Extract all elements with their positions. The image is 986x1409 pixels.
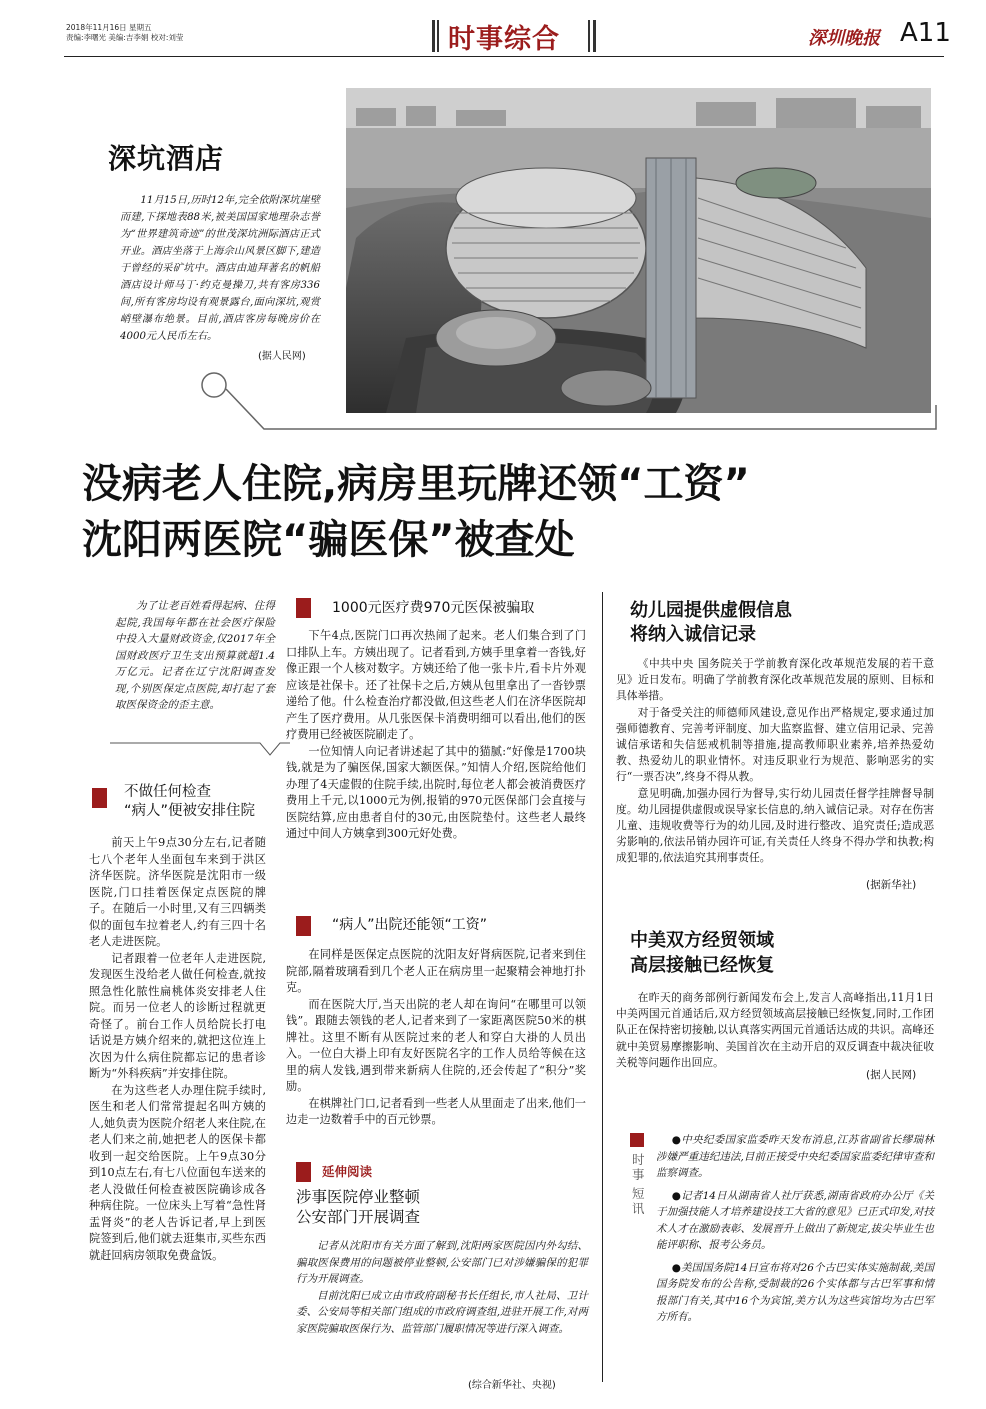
col2-body-a [286, 628, 586, 843]
section-title: 时事综合 [448, 24, 560, 55]
col2-para1: 下午4点,医院门口再次热闹了起来。老人们集合到了门口排队上车。方姨出现了。记者看到,方姨手里拿着一沓钱,好像正跟一个人核对数字。方姨还给了他一张卡片,看卡片外观应该是社保卡。还了社保卡之后,方姨从包里拿出了一沓钞票递给了他。什么检查治疗都没做,但这些老人们在济华医院却产生了医疗费用。从几张医保卡消费明细可以看出,他们的医疗费用已经被医院刷走了。 [286, 629, 586, 741]
col1-para1: 前天上午9点30分左右,记者随七八个老年人坐面包车来到于洪区济华医院。济华医院是沈阳市一级医院,门口挂着医保定点医院的牌子。在随后一小时里,又有三四辆类似的面包车拉着老人,约有三四十名老人走进医院。 [89, 836, 266, 948]
connector-lines [64, 365, 944, 435]
kinder-title-1: 幼儿园提供虚假信息 [630, 600, 792, 621]
hotel-source: (据人民网) [258, 351, 306, 362]
trade-title-1: 中美双方经贸领域 [630, 930, 774, 951]
kinder-source: (据新华社) [866, 879, 917, 891]
header-date: 2018年11月16日 星期五 [66, 23, 152, 32]
col1-para2: 记者跟着一位老年人走进医院,发现医生没给老人做任何检查,就按照急性化脓性扁桃体炎安排老人住院。而另一位老人的诊断过程就更奇怪了。前台工作人员给院长打电话说是方姨介绍来的,就把这位连上次因为什么病住院都忘记的患者诊断为“外科疾病”并安排住院。 [89, 951, 266, 1080]
hotel-body: 11月15日,历时12年,完全依附深坑崖壁而建,下探地表88米,被美国国家地理杂志誉为“世界建筑奇迹”的世茂深坑洲际酒店正式开业。酒店坐落于上海佘山风景区脚下,建造于曾经的采矿坑中。酒店由迪拜著名的帆船酒店设计师马丁·约克曼操刀,共有客房336间,所有客房均设有观景露台,面向深坑,观赏峭壁瀑布绝景。目前,酒店客房每晚房价在4000元人民币左右。 [120, 195, 320, 342]
main-headline-1: 没病老人住院,病房里玩牌还领“工资” [82, 461, 750, 507]
col1-para3: 在为这些老人办理住院手续时,医生和老人们常常提起名叫方姨的人,她负责为医院介绍老人来住院,在老人们来之前,她把老人的医保卡都收到一起交给医院。上午9点30分到10点左右,有七八位面包车送来的老人没做任何检查被医院确诊成各种病住院。一位床头上写着“急性肾盂肾炎”的老人告诉记者,早上到医院签到后,他们就去逛集市,买些东西就赶回病房领取免费盒饭。 [89, 1083, 266, 1262]
lead-pointer [110, 735, 290, 759]
header-rule [64, 56, 944, 57]
sub3-title: “病人”出院还能领“工资” [332, 917, 488, 933]
header-bar-right [588, 20, 590, 52]
sub1-line1: 不做任何检查 [124, 784, 211, 800]
main-lead: 为了让老百姓看得起病、住得起院,我国每年都在社会医疗保险中投入大量财政资金,仅2017年全国财政医疗卫生支出预算就超1.4万亿元。记者在辽宁沈阳调查发现,个别医保定点医院,却打起了套取医保资金的歪主意。 [115, 600, 275, 711]
ext-source: (综合新华社、央视) [468, 1380, 556, 1391]
paper-logo: 深圳晚报 [808, 28, 880, 49]
ext-marker [296, 1162, 311, 1182]
sub1-line2: “病人”便被安排住院 [124, 803, 256, 819]
col2-para5: 在棋牌社门口,记者看到一些老人从里面走了出来,他们一边走一边数着手中的百元钞票。 [286, 1096, 586, 1126]
sub1-marker [92, 788, 107, 808]
sub3-marker [296, 916, 311, 936]
header-bar-left [432, 20, 435, 52]
kinder-para1: 《中共中央 国务院关于学前教育深化改革规范发展的若干意见》近日发布。明确了学前教育深化改革规范发展的原则、目标和具体举措。 [616, 657, 934, 703]
kinder-body [616, 656, 934, 867]
ext-title-1: 涉事医院停业整顿 [296, 1188, 421, 1206]
col2-para3: 在同样是医保定点医院的沈阳友好肾病医院,记者来到住院部,隔着玻璃看到几个老人正在病房里一起聚精会神地打扑克。 [286, 948, 586, 994]
trade-para1: 在昨天的商务部例行新闻发布会上,发言人高峰指出,11月1日中美两国元首通话后,双方经贸领域高层接触已经恢复,同时,工作团队正在保持密切接触,以认真落实两国元首通话达成的共识。高峰还就中美贸易摩擦影响、美国首次在主动开启的双反调查中裁决征收关税等问题作出回应。 [616, 991, 934, 1069]
col1-body [89, 835, 266, 1264]
col2-body-b [286, 947, 586, 1129]
header-bar-right2 [593, 20, 596, 52]
brief-item-2: ●记者14日从湖南省人社厅获悉,湖南省政府办公厅《关于加强技能人才培养建设技工大省的意见》已正式印发,对技术人才在激励表彰、发展晋升上做出了新规定,拔尖毕业生也能评职称、报考公务员。 [656, 1189, 934, 1251]
ext-para1: 记者从沈阳市有关方面了解到,沈阳两家医院因内外勾结、骗取医保费用的问题被停业整顿,公安部门已对涉嫌骗保的犯罪行为开展调查。 [296, 1240, 588, 1285]
header-editors: 责编:李曙光 美编:吉李娟 校对:刘莹 [66, 33, 184, 42]
main-headline-2: 沈阳两医院“骗医保”被查处 [82, 517, 575, 563]
brief-marker [630, 1133, 644, 1147]
brief-list [656, 1132, 934, 1326]
column-divider [602, 592, 603, 1382]
header-bar-left2 [437, 20, 439, 52]
hotel-title: 深坑酒店 [108, 142, 225, 175]
brief-item-1: ●中央纪委国家监委昨天发布消息,江苏省副省长缪瑞林涉嫌严重违纪违法,目前正接受中央纪委国家监委纪律审查和监察调查。 [656, 1134, 934, 1179]
col2-para4: 而在医院大厅,当天出院的老人却在询问“在哪里可以领钱”。跟随去领钱的老人,记者来到了一家距离医院50米的棋牌社。这里不断有从医院过来的老人和穿白大褂的人员出入。一位白大褂上印有友好医院名字的工作人员给等候在这里的病人发钱,遇到带来新病人住院的,还会传起了“积分”奖励。 [286, 997, 586, 1093]
ext-para2: 目前沈阳已成立由市政府副秘书长任组长,市人社局、卫计委、公安局等相关部门组成的市政府调查组,进驻开展工作,对两家医院骗取医保行为、监管部门履职情况等进行深入调查。 [296, 1289, 588, 1335]
trade-source: (据人民网) [866, 1069, 917, 1081]
kinder-para2: 对于备受关注的师德师风建设,意见作出严格规定,要求通过加强师德教育、完善考评制度、加大监察监督、建立信用记录、完善诚信承诺和失信惩戒机制等措施,提高教师职业素养,培养热爱幼教、热爱幼儿的职业情怀。对违反职业行为规范、影响恶劣的实行“一票否决”,终身不得从教。 [616, 705, 934, 784]
kinder-para3: 意见明确,加强办园行为督导,实行幼儿园责任督学挂牌督导制度。幼儿园提供虚假或误导家长信息的,纳入诚信记录。对存在伤害儿童、违规收费等行为的幼儿园,及时进行整改、追究责任;造成恶劣影响的,依法吊销办园许可证,有关责任人终身不得办学和执教;构成犯罪的,依法追究其刑事责任。 [616, 786, 934, 865]
trade-title-2: 高层接触已经恢复 [630, 955, 774, 976]
kinder-title-2: 将纳入诚信记录 [630, 624, 756, 645]
brief-item-3: ●美国国务院14日宣布将对26个古巴实体实施制裁,美国国务院发布的公告称,受制裁的26个实体都与古巴军事和情报部门有关,其中16个为宾馆,美方认为这些宾馆均为古巴军方所有。 [656, 1261, 934, 1323]
page-number: A11 [900, 18, 951, 48]
col2-para2: 一位知情人向记者讲述起了其中的猫腻:“好像是1700块钱,就是为了骗医保,国家大额医保。”知情人介绍,医院给他们办理了4天虚假的住院手续,出院时,每位老人都会被消费医疗费用上千元,以1000元为例,报销的970元医保部门会直接与医院结算,应由患者自付的30元,由医院垫付。这些老人最终通过中间人方姨拿到300元好处费。 [286, 744, 586, 840]
trade-body [616, 990, 934, 1071]
ext-label: 延伸阅读 [322, 1164, 373, 1179]
sub2-marker [296, 598, 311, 618]
sub2-title: 1000元医疗费970元医保被骗取 [332, 600, 535, 616]
brief-label-2: 短讯 [632, 1186, 645, 1216]
ext-title-2: 公安部门开展调查 [296, 1208, 421, 1226]
brief-label-1: 时事 [632, 1152, 645, 1182]
ext-body [296, 1238, 588, 1337]
